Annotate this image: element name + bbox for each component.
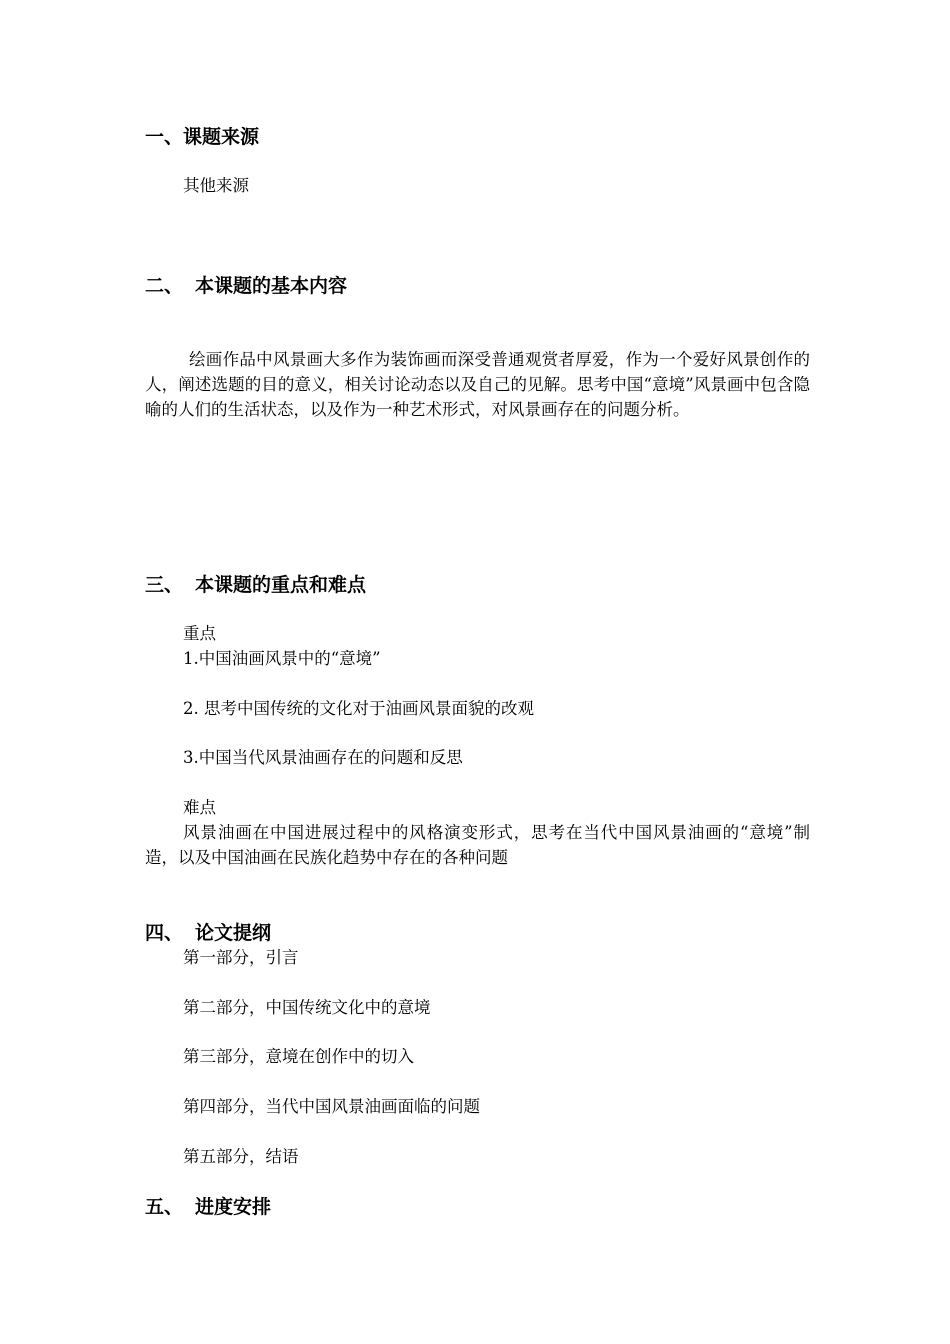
section-number: 二、 [145,275,184,297]
section-number: 五、 [145,1196,184,1218]
section-title: 本课题的基本内容 [195,275,348,297]
key-points-label: 重点 [183,624,216,643]
outline-item: 第二部分，中国传统文化中的意境 [183,998,431,1017]
section-heading-2 [145,273,347,299]
section-paragraph: 绘画作品中风景画大多作为装饰画而深受普通观赏者厚爱，作为一个爱好风景创作的人，阐述选题的目的意义，相关讨论动态以及自己的见解。思考中国“意境”风景画中包含隐喻的人们的生活状态，以及作为一种艺术形式，对风景画存在的问题分析。 [145,350,810,419]
outline-item: 第一部分，引言 [183,948,299,967]
section-heading-4 [145,920,271,946]
outline-item: 第三部分，意境在创作中的切入 [183,1047,414,1066]
key-point-item: 1.中国油画风景中的“意境” [183,649,381,668]
key-point-item: 2. 思考中国传统的文化对于油画风景面貌的改观 [183,699,534,718]
section-title: 本课题的重点和难点 [195,574,367,596]
section-heading-3 [145,572,366,598]
section-number: 四、 [145,922,184,944]
section-number: 三、 [145,574,184,596]
section-heading-5 [145,1194,271,1220]
difficulty-label: 难点 [183,798,216,817]
outline-item: 第五部分，结语 [183,1147,299,1166]
outline-item: 第四部分，当代中国风景油画面临的问题 [183,1097,480,1116]
difficulty-paragraph: 风景油画在中国进展过程中的风格演变形式，思考在当代中国风景油画的“意境”制造，以及中国油画在民族化趋势中存在的各种问题 [145,823,810,867]
key-point-item: 3.中国当代风景油画存在的问题和反思 [183,748,463,767]
section-title: 课题来源 [183,126,260,148]
section-title: 进度安排 [195,1196,272,1218]
section-title: 论文提纲 [195,922,272,944]
section-heading-1 [145,124,259,150]
section-number: 一、 [145,126,184,148]
section-body: 其他来源 [183,176,249,195]
